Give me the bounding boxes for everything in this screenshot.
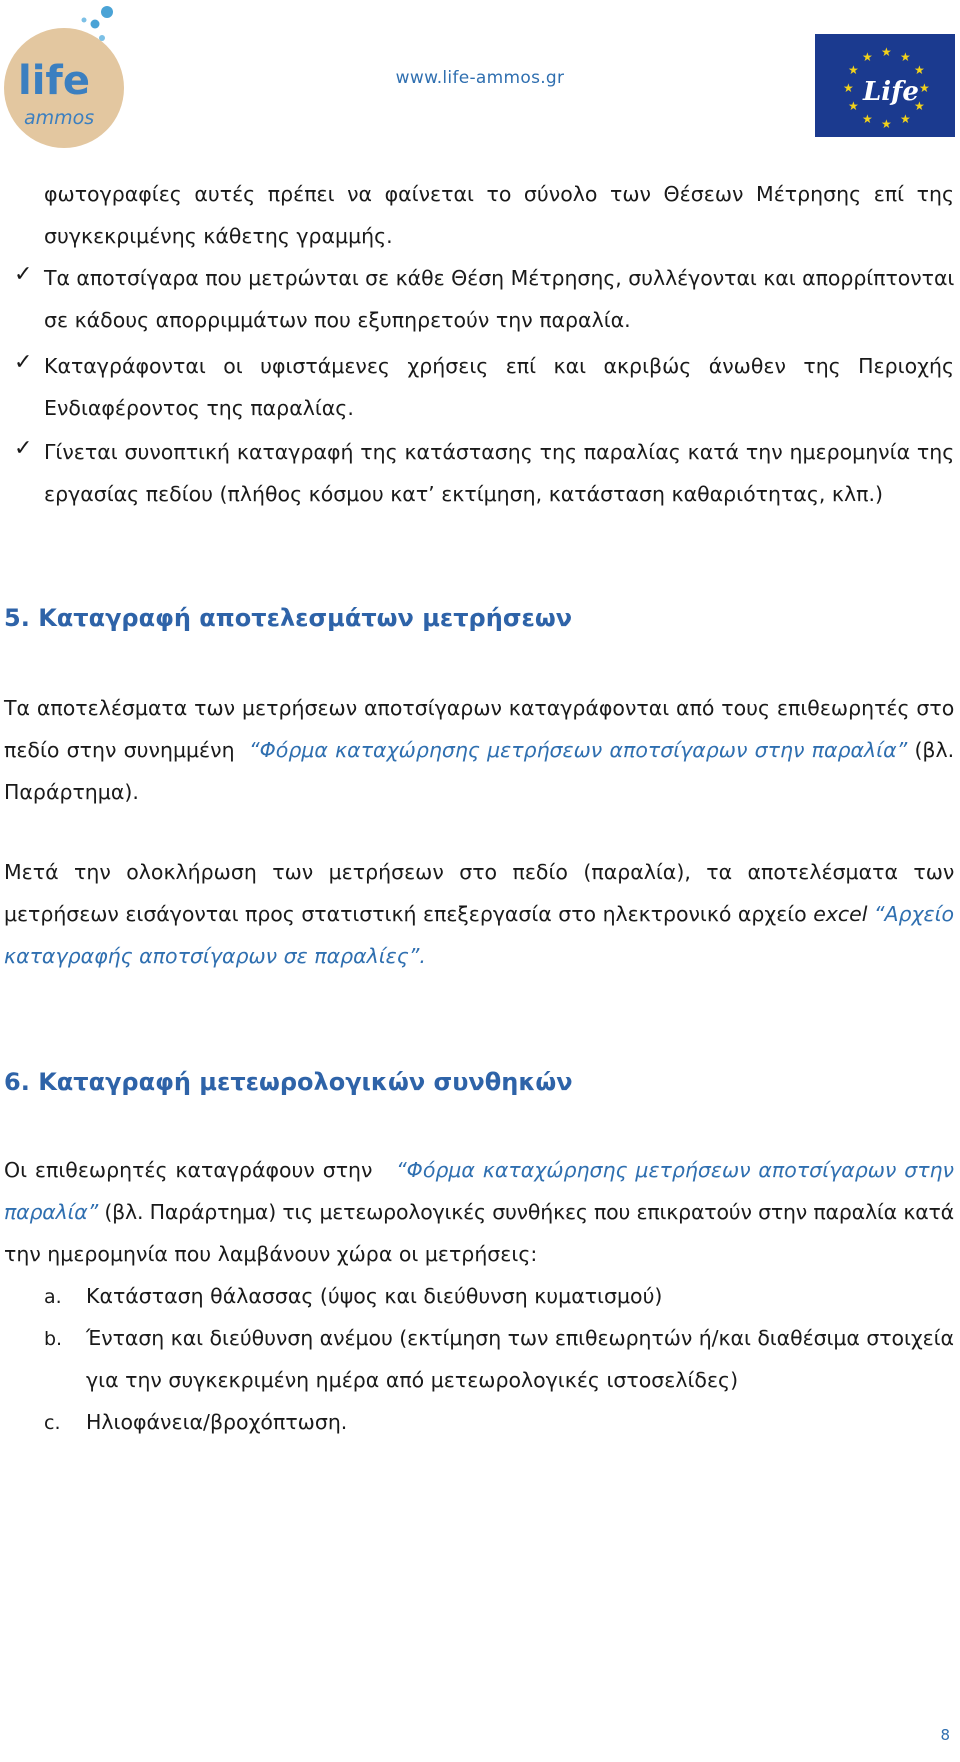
section-6-p-line-2 — [4, 1200, 954, 1224]
text: (βλ. — [914, 738, 955, 762]
eu-life-logo — [815, 34, 955, 137]
form-reference-link[interactable]: “Φόρμα καταχώρησης μετρήσεων αποτσίγαρων στην παραλία” — [249, 738, 908, 762]
form-reference-link[interactable]: “Φόρμα καταχώρησης μετρήσεων αποτσίγαρων στην — [396, 1158, 954, 1182]
section-6-title: Καταγραφή μετεωρολογικών συνθηκών — [38, 1068, 573, 1096]
checkmark-icon: ✓ — [14, 350, 33, 375]
bullet-1-line-2: σε κάδους απορριμμάτων που εξυπηρετούν την παραλία. — [44, 308, 631, 332]
intro-line-2: συγκεκριμένης κάθετης γραμμής. — [44, 224, 393, 248]
header-url[interactable]: www.life-ammos.gr — [395, 68, 565, 88]
svg-text:ammos: ammos — [24, 107, 95, 129]
bullet-3-line-2: εργασίας πεδίου (πλήθος κόσμου κατ’ εκτίμηση, κατάσταση καθαριότητας, κλπ.) — [44, 482, 883, 506]
svg-text:★: ★ — [900, 112, 911, 126]
text: Οι επιθεωρητές καταγράφουν στην — [4, 1158, 373, 1182]
text: πεδίο στην συνημμένη — [4, 738, 235, 762]
list-item-b-line-2: για την συγκεκριμένη ημέρα από μετεωρολογικές ιστοσελίδες) — [86, 1368, 739, 1392]
archive-reference-link-cont[interactable]: καταγραφής αποτσίγαρων σε παραλίες” — [4, 944, 420, 968]
list-marker-b: b. — [44, 1328, 63, 1350]
section-5-p1-line-1: Τα αποτελέσματα των μετρήσεων αποτσίγαρων καταγράφονται από τους επιθεωρητές στο — [4, 696, 955, 720]
text: μετρήσεων εισάγονται προς στατιστική επεξεργασία στο ηλεκτρονικό αρχείο — [4, 902, 807, 926]
svg-text:★: ★ — [914, 63, 925, 77]
list-item-a-line-1: Κατάσταση θάλασσας (ύψος και διεύθυνση κυματισμού) — [86, 1284, 663, 1308]
list-item-b-line-1: Ένταση και διεύθυνση ανέμου (εκτίμηση των επιθεωρητών ή/και διαθέσιμα στοιχεία — [86, 1326, 954, 1350]
checkmark-icon: ✓ — [14, 262, 33, 287]
svg-text:★: ★ — [862, 50, 873, 64]
archive-reference-link[interactable]: “Αρχείο — [873, 902, 955, 926]
section-5-heading — [4, 604, 572, 632]
svg-text:★: ★ — [862, 112, 873, 126]
section-5-number: 5. — [4, 604, 30, 632]
svg-text:★: ★ — [881, 117, 892, 131]
list-marker-c: c. — [44, 1412, 61, 1434]
excel-text: excel — [813, 902, 868, 926]
text: (βλ. Παράρτημα) τις μετεωρολογικές συνθήκες που επικρατούν στην παραλία κατά — [104, 1200, 954, 1224]
section-5-p2-line-1: Μετά την ολοκλήρωση των μετρήσεων στο πεδίο (παραλία), τα αποτελέσματα των — [4, 860, 955, 884]
svg-text:★: ★ — [900, 50, 911, 64]
intro-line-1: φωτογραφίες αυτές πρέπει να φαίνεται το σύνολο των Θέσεων Μέτρησης επί της — [44, 182, 954, 206]
section-6-p-line-1 — [4, 1158, 954, 1182]
bullet-3-line-1: Γίνεται συνοπτική καταγραφή της κατάστασης της παραλίας κατά την ημερομηνία της — [44, 440, 955, 464]
section-5-p1-line-3: Παράρτημα). — [4, 780, 139, 804]
bullet-2-line-2: Ενδιαφέροντος της παραλίας. — [44, 396, 354, 420]
section-6-number: 6. — [4, 1068, 30, 1096]
svg-text:★: ★ — [848, 99, 859, 113]
svg-text:★: ★ — [881, 45, 892, 59]
list-marker-a: a. — [44, 1286, 62, 1308]
page-number: 8 — [940, 1726, 950, 1744]
list-item-c-line-1: Ηλιοφάνεια/βροχόπτωση. — [86, 1410, 348, 1434]
section-6-heading — [4, 1068, 573, 1096]
section-6-p-line-3: την ημερομηνία που λαμβάνουν χώρα οι μετρήσεις: — [4, 1242, 538, 1266]
svg-text:★: ★ — [919, 81, 930, 95]
form-reference-link-cont[interactable]: παραλία” — [4, 1200, 98, 1224]
svg-text:★: ★ — [843, 81, 854, 95]
text: . — [419, 944, 426, 968]
svg-text:★: ★ — [848, 63, 859, 77]
svg-text:★: ★ — [914, 99, 925, 113]
checkmark-icon: ✓ — [14, 436, 33, 461]
svg-text:Life: Life — [863, 77, 919, 107]
section-5-p2-line-3 — [4, 944, 426, 968]
bullet-1-line-1: Τα αποτσίγαρα που μετρώνται σε κάθε Θέση Μέτρησης, συλλέγονται και απορρίπτονται — [44, 266, 955, 290]
section-5-p2-line-2 — [4, 902, 954, 926]
section-5-title: Καταγραφή αποτελεσμάτων μετρήσεων — [38, 604, 573, 632]
bullet-2-line-1: Καταγράφονται οι υφιστάμενες χρήσεις επί και ακριβώς άνωθεν της Περιοχής — [44, 354, 954, 378]
svg-text:life: life — [18, 58, 90, 104]
section-5-p1-line-2 — [4, 738, 954, 762]
